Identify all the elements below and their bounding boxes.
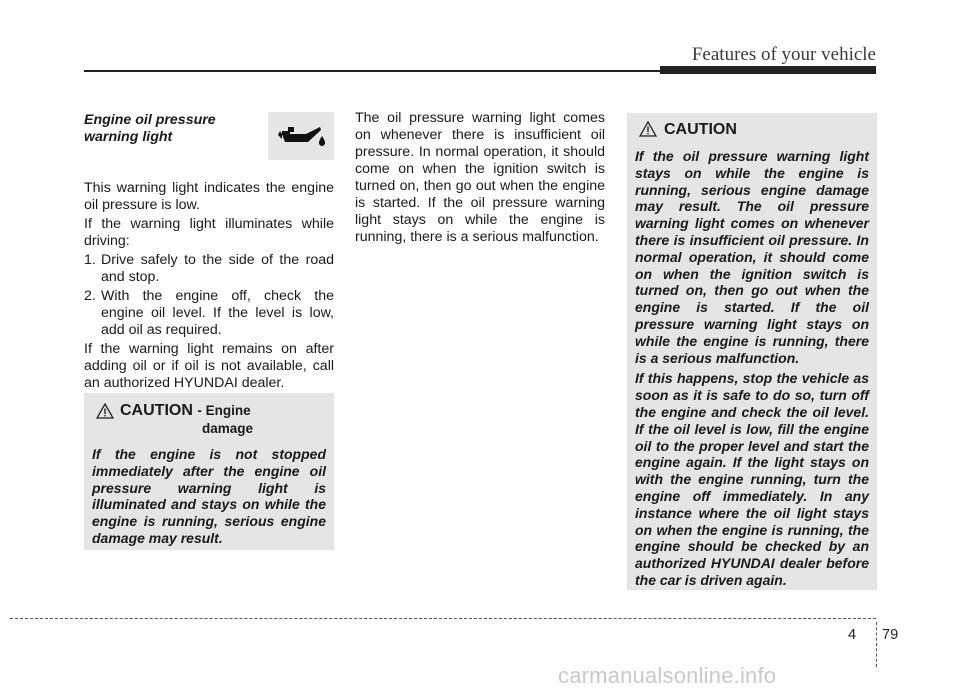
oil-warning-icon-box [268, 112, 334, 160]
list-text: Drive safely to the side of the road and stop. [101, 252, 334, 285]
header-rule [84, 70, 660, 72]
warning-triangle-icon [96, 403, 114, 419]
caution-text: If the oil pressure warning light stays on while the engine is running, serious engine damage may result. The oil pressure warning light comes on whenever there is insufficient oil pressure. In normal operation, it should come on when the ignition switch is turned on, then go out when the engine is started. If the oil pressure warning light stays on while the engine is running, there is a serious malfunction. [635, 148, 869, 366]
paragraph: If the warning light remains on after adding oil or if oil is not available, call an authorized HYUNDAI dealer. [84, 341, 334, 391]
footer-separator [876, 622, 877, 667]
paragraph: This warning light indicates the engine oil pressure is low. [84, 180, 334, 213]
caution-box-engine-damage [84, 393, 334, 550]
caution-text: If this happens, stop the vehicle as soon as it is safe to do so, turn off the engine and check the oil level. If the oil level is low, fill the engine oil to the proper level and start the engine again. If the light stays on with the engine running, turn the engine off immediately. In any instance where the oil light stays on when the engine is running, the engine should be checked by an authorized HYUNDAI dealer before the car is driven again. [635, 370, 869, 588]
watermark: carmanualsonline.info [558, 663, 777, 688]
header-title: Features of your vehicle [691, 44, 876, 65]
list-number: 2. [84, 288, 96, 304]
list-item [84, 288, 334, 339]
caution-heading [92, 402, 326, 438]
caution-subtitle: damage [202, 421, 254, 436]
caution-label: CAUTION [120, 402, 193, 419]
list-number: 1. [84, 252, 96, 268]
warning-triangle-icon [639, 121, 657, 137]
oil-can-icon [268, 112, 334, 160]
caution-subtitle: - Engine [197, 403, 251, 418]
list-text: With the engine off, check the engine oil level. If the level is low, add oil as required. [101, 288, 334, 338]
list-item [84, 252, 334, 286]
page-number: 79 [882, 627, 899, 643]
paragraph: If the warning light illuminates while driving: [84, 216, 334, 249]
section-title: Engine oil pressure warning light [84, 112, 216, 145]
section-number: 4 [848, 627, 857, 643]
caution-box-oil-pressure [627, 113, 877, 590]
footer-rule [10, 618, 876, 619]
header-bar [660, 66, 876, 74]
left-body [84, 180, 334, 394]
caution-text: If the engine is not stopped immediately after the engine oil pressure warning light is illuminated and stays on while the engine is running, serious engine damage may result. [92, 446, 326, 546]
paragraph: The oil pressure warning light comes on whenever there is insufficient oil pressure. In normal operation, it should come on when the ignition switch is turned on, then go out when the engine is started. If the oil pressure warning light stays on while the engine is running, there is a serious malfunction. [355, 110, 605, 245]
middle-body [355, 110, 605, 246]
caution-label: CAUTION [664, 121, 737, 138]
caution-heading [635, 121, 869, 139]
